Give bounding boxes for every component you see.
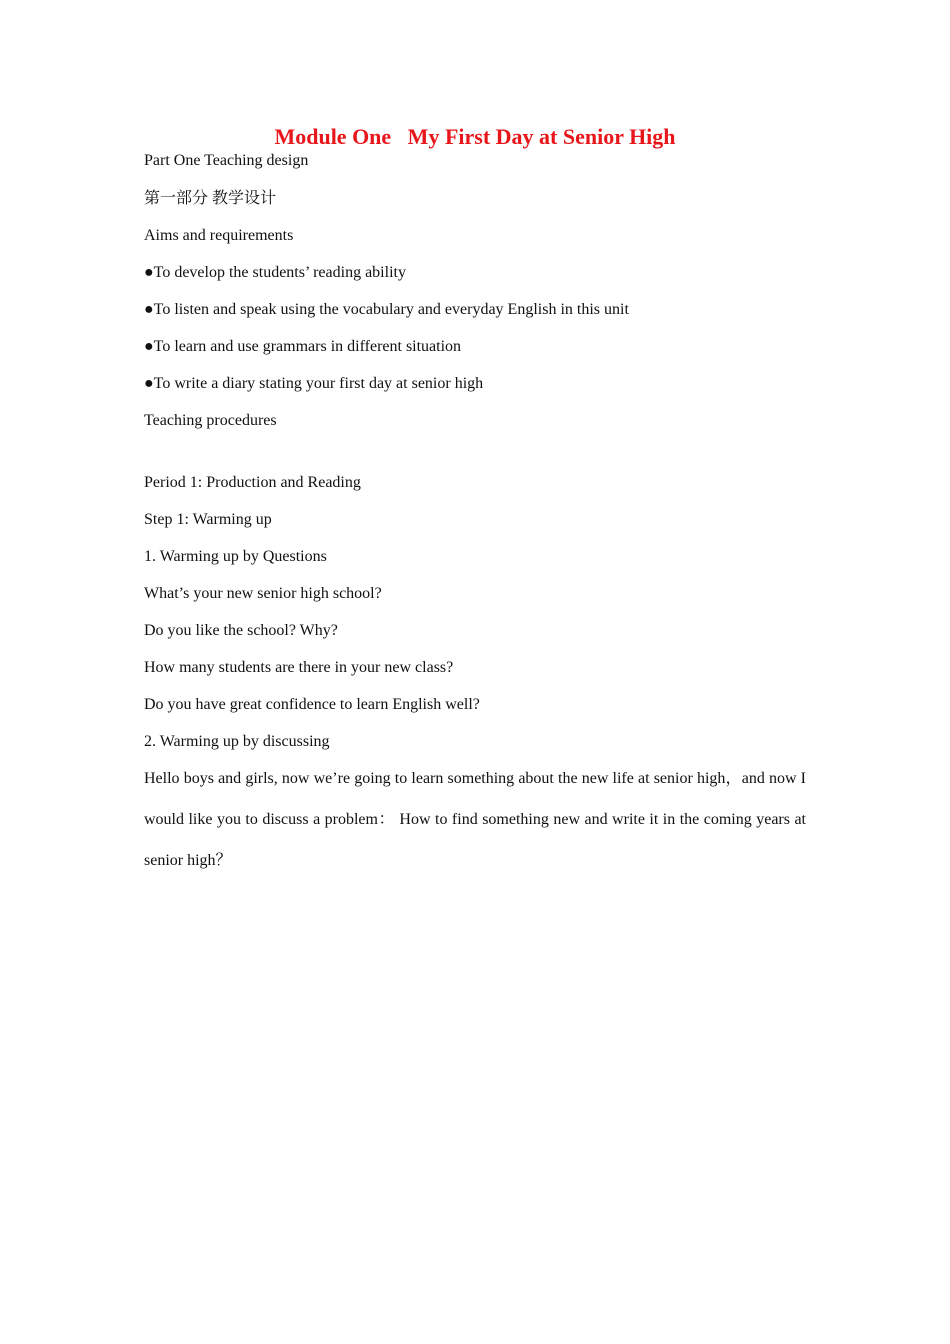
discussion-paragraph: Hello boys and girls, now we’re going to learn something about the new life at senior high，and now I would like you to discuss a problem： How to find something new and write it in the coming years at senior high？	[144, 770, 806, 869]
aim-item: ●To listen and speak using the vocabulary and everyday English in this unit	[144, 301, 629, 318]
document-title: Module One My First Day at Senior High	[274, 124, 676, 149]
subsection-heading: 2. Warming up by discussing	[144, 733, 330, 750]
question-item: How many students are there in your new class?	[144, 659, 454, 676]
part-heading: Part One Teaching design	[144, 152, 309, 169]
period-heading: Period 1: Production and Reading	[144, 474, 361, 491]
part-heading-chinese: 第一部分 教学设计	[144, 190, 277, 207]
question-item: Do you have great confidence to learn English well?	[144, 696, 480, 713]
step-heading: Step 1: Warming up	[144, 511, 272, 528]
aim-item: ●To write a diary stating your first day at senior high	[144, 375, 484, 392]
aim-item: ●To develop the students’ reading ability	[144, 264, 406, 281]
aim-item: ●To learn and use grammars in different situation	[144, 338, 462, 355]
question-item: What’s your new senior high school?	[144, 585, 382, 602]
document-content	[144, 124, 806, 881]
procedures-heading: Teaching procedures	[144, 412, 277, 429]
question-item: Do you like the school? Why?	[144, 622, 338, 639]
aims-heading: Aims and requirements	[144, 227, 294, 244]
subsection-heading: 1. Warming up by Questions	[144, 548, 327, 565]
spacer	[144, 447, 806, 472]
